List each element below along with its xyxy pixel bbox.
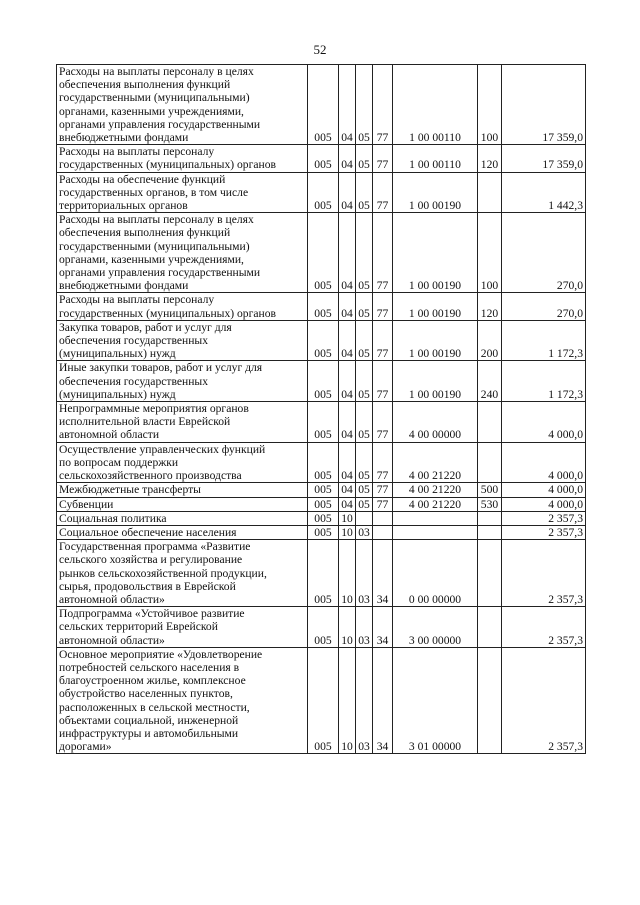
expense-name-line: внебюджетными фондами <box>59 131 189 145</box>
target-article-cell: 3 00 00000 <box>393 607 478 648</box>
amount-cell: 4 000,0 <box>502 402 586 443</box>
table-row <box>57 442 586 483</box>
target-article-cell: 1 00 00110 <box>393 145 478 172</box>
target-article-cell: 1 00 00190 <box>393 293 478 320</box>
expense-name-line: органами, казенными учреждениями, <box>59 252 244 266</box>
expense-name-line: Основное мероприятие «Удовлетворение <box>59 647 263 661</box>
expense-name-line: Закупка товаров, работ и услуг для <box>59 320 232 334</box>
program-code-cell <box>373 525 393 539</box>
table-row <box>57 483 586 497</box>
subsection-code-cell: 03 <box>356 647 373 754</box>
budget-table-body <box>57 65 586 754</box>
expense-name-line: автономной области <box>59 428 160 442</box>
expense-name-cell <box>57 213 308 293</box>
expense-name-line: Межбюджетные трансферты <box>59 483 201 497</box>
expense-name-line: обеспечения государственных <box>59 334 209 348</box>
expense-type-cell <box>478 172 502 213</box>
table-row <box>57 145 586 172</box>
expense-name-line: обустройство населенных пунктов, <box>59 687 233 701</box>
table-row <box>57 213 586 293</box>
expense-name-cell <box>57 607 308 648</box>
program-code-cell: 77 <box>373 361 393 402</box>
expense-name-line: Субвенции <box>59 497 114 511</box>
expense-name-line: сельскохозяйственного производства <box>59 469 242 483</box>
section-code-cell: 10 <box>339 647 356 754</box>
section-code-cell: 04 <box>339 497 356 511</box>
section-code-cell: 04 <box>339 65 356 145</box>
table-row <box>57 402 586 443</box>
section-code-cell: 04 <box>339 402 356 443</box>
subsection-code-cell: 05 <box>356 213 373 293</box>
subsection-code-cell: 05 <box>356 497 373 511</box>
expense-type-cell: 120 <box>478 293 502 320</box>
amount-cell: 2 357,3 <box>502 525 586 539</box>
admin-code-cell: 005 <box>308 483 339 497</box>
admin-code-cell: 005 <box>308 145 339 172</box>
expense-type-cell: 100 <box>478 65 502 145</box>
target-article-cell: 4 00 21220 <box>393 497 478 511</box>
subsection-code-cell: 03 <box>356 607 373 648</box>
subsection-code-cell: 05 <box>356 145 373 172</box>
expense-name-line: органами, казенными учреждениями, <box>59 104 244 118</box>
amount-cell: 4 000,0 <box>502 442 586 483</box>
expense-name-line: государственными (муниципальными) <box>59 91 250 105</box>
expense-name-cell <box>57 511 308 525</box>
expense-type-cell <box>478 402 502 443</box>
expense-name-line: Социальная политика <box>59 511 167 525</box>
table-row <box>57 293 586 320</box>
subsection-code-cell: 05 <box>356 483 373 497</box>
section-code-cell: 10 <box>339 525 356 539</box>
section-code-cell: 10 <box>339 511 356 525</box>
table-row <box>57 497 586 511</box>
program-code-cell: 77 <box>373 320 393 361</box>
subsection-code-cell: 05 <box>356 442 373 483</box>
section-code-cell: 04 <box>339 172 356 213</box>
admin-code-cell: 005 <box>308 172 339 213</box>
expense-name-line: обеспечения государственных <box>59 374 209 388</box>
table-row <box>57 511 586 525</box>
expense-name-cell <box>57 361 308 402</box>
amount-cell: 17 359,0 <box>502 65 586 145</box>
amount-cell: 1 172,3 <box>502 320 586 361</box>
subsection-code-cell: 03 <box>356 525 373 539</box>
admin-code-cell: 005 <box>308 607 339 648</box>
program-code-cell: 77 <box>373 145 393 172</box>
amount-cell: 2 357,3 <box>502 607 586 648</box>
amount-cell: 2 357,3 <box>502 540 586 607</box>
subsection-code-cell: 05 <box>356 361 373 402</box>
program-code-cell: 77 <box>373 293 393 320</box>
target-article-cell: 4 00 21220 <box>393 442 478 483</box>
expense-name-line: исполнительной власти Еврейской <box>59 415 231 429</box>
amount-cell: 4 000,0 <box>502 483 586 497</box>
expense-name-line: по вопросам поддержки <box>59 455 179 469</box>
expense-name-line: автономной области» <box>59 592 165 606</box>
expense-name-line: обеспечения выполнения функций <box>59 226 231 240</box>
expense-name-cell <box>57 442 308 483</box>
section-code-cell: 04 <box>339 483 356 497</box>
expense-name-cell <box>57 497 308 511</box>
table-row <box>57 65 586 145</box>
subsection-code-cell: 05 <box>356 402 373 443</box>
expense-name-line: (муниципальных) нужд <box>59 387 176 401</box>
admin-code-cell: 005 <box>308 320 339 361</box>
expense-type-cell: 240 <box>478 361 502 402</box>
amount-cell: 270,0 <box>502 213 586 293</box>
amount-cell: 2 357,3 <box>502 647 586 754</box>
expense-name-cell <box>57 65 308 145</box>
expense-type-cell: 120 <box>478 145 502 172</box>
section-code-cell: 10 <box>339 607 356 648</box>
target-article-cell: 1 00 00110 <box>393 65 478 145</box>
expense-name-line: органами управления государственными <box>59 266 261 280</box>
expense-name-line: Подпрограмма «Устойчивое развитие <box>59 607 245 621</box>
expense-type-cell <box>478 442 502 483</box>
table-row <box>57 320 586 361</box>
program-code-cell: 77 <box>373 442 393 483</box>
admin-code-cell: 005 <box>308 497 339 511</box>
table-row <box>57 525 586 539</box>
target-article-cell <box>393 525 478 539</box>
table-row <box>57 647 586 754</box>
expense-name-line: рынков сельскохозяйственной продукции, <box>59 566 267 580</box>
admin-code-cell: 005 <box>308 525 339 539</box>
section-code-cell: 04 <box>339 145 356 172</box>
expense-name-line: государственных (муниципальных) органов <box>59 306 276 320</box>
expense-name-cell <box>57 293 308 320</box>
target-article-cell: 4 00 21220 <box>393 483 478 497</box>
target-article-cell: 1 00 00190 <box>393 361 478 402</box>
target-article-cell: 0 00 00000 <box>393 540 478 607</box>
admin-code-cell: 005 <box>308 293 339 320</box>
admin-code-cell: 005 <box>308 540 339 607</box>
expense-name-line: органами управления государственными <box>59 117 261 131</box>
program-code-cell: 34 <box>373 540 393 607</box>
expense-name-cell <box>57 402 308 443</box>
section-code-cell: 04 <box>339 320 356 361</box>
expense-name-line: (муниципальных) нужд <box>59 347 176 361</box>
expense-name-line: сельского хозяйства и регулирование <box>59 553 243 567</box>
expense-name-cell <box>57 320 308 361</box>
admin-code-cell: 005 <box>308 511 339 525</box>
admin-code-cell: 005 <box>308 442 339 483</box>
admin-code-cell: 005 <box>308 402 339 443</box>
expense-name-cell <box>57 145 308 172</box>
table-row <box>57 361 586 402</box>
program-code-cell: 77 <box>373 213 393 293</box>
target-article-cell: 1 00 00190 <box>393 320 478 361</box>
subsection-code-cell: 03 <box>356 540 373 607</box>
section-code-cell: 10 <box>339 540 356 607</box>
admin-code-cell: 005 <box>308 65 339 145</box>
admin-code-cell: 005 <box>308 361 339 402</box>
expense-name-line: Расходы на выплаты персоналу в целях <box>59 65 254 78</box>
subsection-code-cell: 05 <box>356 65 373 145</box>
expense-name-line: Непрограммные мероприятия органов <box>59 402 249 416</box>
expense-type-cell: 530 <box>478 497 502 511</box>
target-article-cell: 1 00 00190 <box>393 172 478 213</box>
subsection-code-cell: 05 <box>356 293 373 320</box>
expense-name-line: Социальное обеспечение населения <box>59 525 237 539</box>
expense-name-line: Осуществление управленческих функций <box>59 442 266 456</box>
amount-cell: 1 442,3 <box>502 172 586 213</box>
page-number: 52 <box>313 42 327 57</box>
program-code-cell: 77 <box>373 402 393 443</box>
expense-name-line: обеспечения выполнения функций <box>59 78 231 92</box>
table-row <box>57 172 586 213</box>
expense-name-line: территориальных органов <box>59 199 188 213</box>
expense-name-line: Государственная программа «Развитие <box>59 540 251 554</box>
target-article-cell: 4 00 00000 <box>393 402 478 443</box>
expense-name-line: потребностей сельского населения в <box>59 660 240 674</box>
expense-name-line: Иные закупки товаров, работ и услуг для <box>59 361 263 375</box>
target-article-cell: 1 00 00190 <box>393 213 478 293</box>
amount-cell: 4 000,0 <box>502 497 586 511</box>
program-code-cell: 34 <box>373 647 393 754</box>
amount-cell: 17 359,0 <box>502 145 586 172</box>
program-code-cell: 77 <box>373 65 393 145</box>
expense-type-cell: 500 <box>478 483 502 497</box>
expense-name-line: благоустроенном жилье, комплексное <box>59 674 246 688</box>
expense-name-cell <box>57 483 308 497</box>
amount-cell: 270,0 <box>502 293 586 320</box>
table-row <box>57 607 586 648</box>
expense-type-cell: 200 <box>478 320 502 361</box>
admin-code-cell: 005 <box>308 213 339 293</box>
expense-name-line: инфраструктуры и автомобильными <box>59 726 239 740</box>
expense-type-cell <box>478 540 502 607</box>
expense-type-cell <box>478 511 502 525</box>
amount-cell: 2 357,3 <box>502 511 586 525</box>
section-code-cell: 04 <box>339 213 356 293</box>
expense-name-line: Расходы на выплаты персоналу <box>59 145 215 159</box>
target-article-cell: 3 01 00000 <box>393 647 478 754</box>
expense-name-line: дорогами» <box>59 740 112 754</box>
program-code-cell <box>373 511 393 525</box>
expense-type-cell <box>478 647 502 754</box>
expense-name-line: Расходы на выплаты персоналу в целях <box>59 213 254 227</box>
expense-name-line: сырья, продовольствия в Еврейской <box>59 579 236 593</box>
subsection-code-cell <box>356 511 373 525</box>
expense-name-cell <box>57 172 308 213</box>
expense-name-line: государственными (муниципальными) <box>59 239 250 253</box>
expense-name-line: Расходы на выплаты персоналу <box>59 293 215 307</box>
expense-name-cell <box>57 540 308 607</box>
amount-cell: 1 172,3 <box>502 361 586 402</box>
expense-name-line: сельских территорий Еврейской <box>59 620 218 634</box>
budget-table <box>56 64 586 754</box>
section-code-cell: 04 <box>339 361 356 402</box>
expense-name-line: государственных органов, в том числе <box>59 185 249 199</box>
admin-code-cell: 005 <box>308 647 339 754</box>
expense-name-cell <box>57 647 308 754</box>
program-code-cell: 34 <box>373 607 393 648</box>
expense-name-cell <box>57 525 308 539</box>
program-code-cell: 77 <box>373 497 393 511</box>
expense-type-cell: 100 <box>478 213 502 293</box>
expense-name-line: государственных (муниципальных) органов <box>59 158 276 172</box>
section-code-cell: 04 <box>339 442 356 483</box>
section-code-cell: 04 <box>339 293 356 320</box>
program-code-cell: 77 <box>373 172 393 213</box>
expense-type-cell <box>478 607 502 648</box>
expense-name-line: внебюджетными фондами <box>59 279 189 293</box>
program-code-cell: 77 <box>373 483 393 497</box>
subsection-code-cell: 05 <box>356 320 373 361</box>
expense-name-line: автономной области» <box>59 633 165 647</box>
expense-name-line: Расходы на обеспечение функций <box>59 172 226 186</box>
expense-name-line: объектами социальной, инженерной <box>59 713 239 727</box>
subsection-code-cell: 05 <box>356 172 373 213</box>
target-article-cell <box>393 511 478 525</box>
table-row <box>57 540 586 607</box>
expense-type-cell <box>478 525 502 539</box>
expense-name-line: расположенных в сельской местности, <box>59 700 250 714</box>
